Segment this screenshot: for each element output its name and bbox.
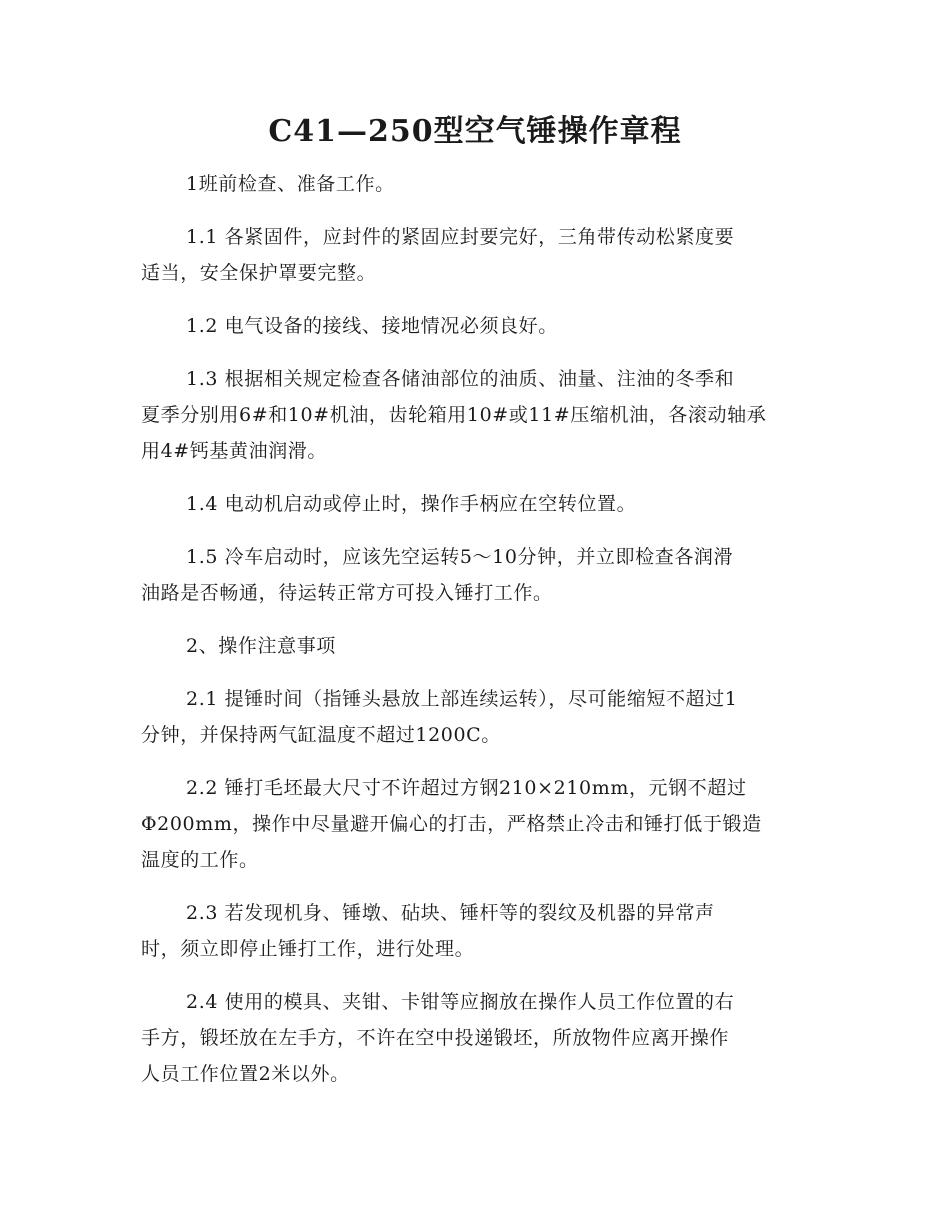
paragraph-1-5 <box>141 539 821 611</box>
paragraph-line: 2.4 使用的模具、夹钳、卡钳等应搁放在操作人员工作位置的右 <box>186 991 735 1013</box>
paragraph-line: 1.3 根据相关规定检查各储油部位的油质、油量、注油的冬季和 <box>186 368 735 390</box>
paragraph-line: 2.1 提锤时间（指锤头悬放上部连续运转），尽可能缩短不超过1 <box>186 688 738 710</box>
paragraph-line: 1班前检查、准备工作。 <box>186 173 395 195</box>
paragraph-1-2 <box>141 308 821 344</box>
document-body <box>141 166 821 1109</box>
paragraph-line: 2.3 若发现机身、锤墩、砧块、锤杆等的裂纹及机器的异常声 <box>186 902 715 924</box>
paragraph-line: 1.1 各紧固件，应封件的紧固应封要完好，三角带传动松紧度要 <box>186 226 735 248</box>
paragraph-2-3 <box>141 895 821 967</box>
paragraph-1 <box>141 166 821 202</box>
paragraph-line: 时，须立即停止锤打工作，进行处理。 <box>141 938 475 960</box>
paragraph-line: 人员工作位置2米以外。 <box>141 1063 350 1085</box>
paragraph-line: 1.2 电气设备的接线、接地情况必须良好。 <box>186 315 558 337</box>
paragraph-line: 2.2 锤打毛坯最大尺寸不许超过方钢210×210mm，元钢不超过 <box>186 777 747 799</box>
document-title: C41—250型空气锤操作章程 <box>268 114 682 149</box>
paragraph-line: 1.4 电动机启动或停止时，操作手柄应在空转位置。 <box>186 493 637 515</box>
paragraph-line: 分钟，并保持两气缸温度不超过1200C。 <box>141 724 501 746</box>
paragraph-line: 手方，锻坯放在左手方，不许在空中投递锻坯，所放物件应离开操作 <box>141 1027 730 1049</box>
paragraph-1-1 <box>141 219 821 291</box>
paragraph-2-1 <box>141 681 821 753</box>
paragraph-line: 适当，安全保护罩要完整。 <box>141 262 377 284</box>
paragraph-line: 温度的工作。 <box>141 849 259 871</box>
paragraph-2 <box>141 628 821 664</box>
paragraph-1-4 <box>141 486 821 522</box>
paragraph-line: Φ200mm，操作中尽量避开偏心的打击，严格禁止冷击和锤打低于锻造 <box>141 813 762 835</box>
paragraph-line: 2、操作注意事项 <box>186 635 336 657</box>
paragraph-line: 油路是否畅通，待运转正常方可投入锤打工作。 <box>141 582 553 604</box>
paragraph-line: 夏季分别用6#和10#机油，齿轮箱用10#或11#压缩机油，各滚动轴承 <box>141 404 767 426</box>
paragraph-line: 1.5 冷车启动时，应该先空运转5～10分钟，并立即检查各润滑 <box>186 546 734 568</box>
paragraph-2-2 <box>141 770 821 878</box>
paragraph-line: 用4#钙基黄油润滑。 <box>141 440 328 462</box>
paragraph-2-4 <box>141 984 821 1092</box>
paragraph-1-3 <box>141 361 821 469</box>
